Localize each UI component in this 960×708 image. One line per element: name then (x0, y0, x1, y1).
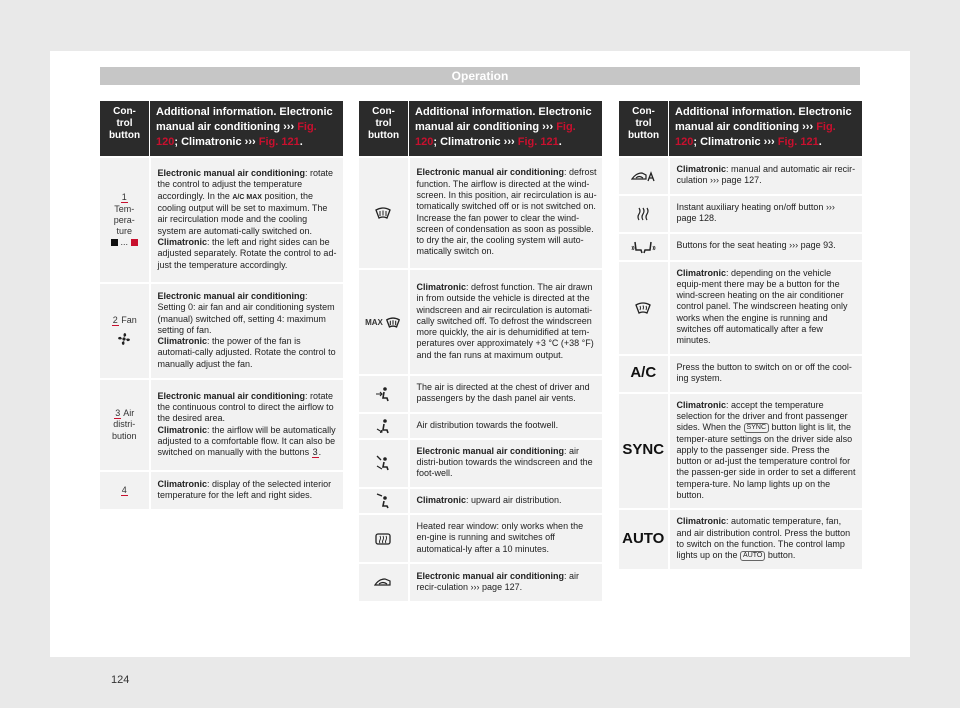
table-row (359, 563, 602, 601)
auto-keycap: AUTO (740, 551, 765, 561)
info-heading: Additional information. Electronic manual air conditioning ››› Fig. 120; Climatronic ››› Fig. 121. (409, 101, 603, 157)
table-row (619, 261, 862, 355)
recirculation-auto-icon (631, 170, 655, 182)
airflow-chest-icon (374, 386, 392, 402)
control-airflow-chest (359, 375, 409, 413)
control-recirculation-auto (619, 157, 669, 195)
table-row (619, 393, 862, 510)
table-row (359, 375, 602, 413)
info-air-distribution: Electronic manual air conditioning: rotate the continuous control to direct the airflow to the desired area. Climatronic: the airflow will be automatically adjusted to a comfortable flow. It can also be switched on manually with the buttons 3. (150, 379, 344, 471)
table-row (619, 355, 862, 393)
fan-icon (116, 331, 132, 347)
auxiliary-heating-icon (635, 206, 651, 222)
sync-keycap: SYNC (744, 423, 769, 433)
table-row (359, 439, 602, 488)
airflow-footwell-icon (374, 418, 392, 434)
section-header: Operation (100, 67, 860, 85)
info-sync: Climatronic: accept the temperature selection for the driver and front passenger sides. When the SYNC button light is lit, the temper-ature settings on the driver side also apply to the passenger side. Press the button or ad-just the temperature control for the passen-ger side in order to set a different tempera-ture. No lamp lights up on the button. (669, 393, 863, 510)
auto-label: AUTO (622, 529, 665, 547)
info-rear-window-heating: Heated rear window: only works when the en-gine is running and switches off automatical-ly after a 10 minutes. (409, 514, 603, 563)
info-temperature: Electronic manual air conditioning: rotate the control to adjust the temperature accordingly. In the A/C MAX position, the cooling output will be set to maximum. The air recirculation mode and the cooling system are automati-cally switched on. Climatronic: the left and right sides can be adjusted separately. Rotate the control to ad-just the temperature accordingly. (150, 157, 344, 283)
control-button-heading: Con- trol button (100, 101, 150, 157)
info-airflow-footwell: Air distribution towards the footwell. (409, 413, 603, 439)
table-row (359, 269, 602, 375)
info-display: Climatronic: display of the selected interior temperature for the left and right sides. (150, 471, 344, 509)
recirculation-icon (373, 576, 393, 588)
control-seat-heating (619, 233, 669, 261)
table-header-row (100, 101, 343, 157)
control-airflow-upward (359, 488, 409, 514)
control-fan: 2 Fan (100, 283, 150, 379)
controls-table-3 (619, 101, 862, 569)
table-row (619, 195, 862, 233)
info-fan: Electronic manual air conditioning: Setting 0: air fan and air conditioning system (manual) switched off, setting 4: maximum setting of fan. Climatronic: the power of the fan is automati-cally adjusted. Rotate the control to manually adjust the fan. (150, 283, 344, 379)
table-row (100, 157, 343, 283)
control-airflow-footwell (359, 413, 409, 439)
control-auto (619, 509, 669, 568)
table-row (619, 157, 862, 195)
info-recirculation-auto: Climatronic: manual and automatic air recir-culation ››› page 127. (669, 157, 863, 195)
control-airflow-windscreen-footwell (359, 439, 409, 488)
info-heading: Additional information. Electronic manual air conditioning ››› Fig. 120; Climatronic ››› Fig. 121. (669, 101, 863, 157)
control-sync (619, 393, 669, 510)
table-column-2 (359, 101, 602, 601)
sync-label: SYNC (622, 441, 665, 459)
info-defrost: Electronic manual air conditioning: defrost function. The airflow is directed at the wind-screen. In this position, air recirculation is au-tomatically switched off or is not switched on. Increase the fan power to clear the wind-screen of condensation as soon as possible. to dry the air, the cooling system will auto-matically switch on. (409, 157, 603, 269)
table-row (359, 157, 602, 269)
table-header-row (359, 101, 602, 157)
table-column-1 (100, 101, 343, 509)
airflow-upward-icon (374, 493, 392, 509)
info-auto: Climatronic: automatic temperature, fan, and air distribution control. Press the button to switch on the function. The control lamp lights up on the AUTO button. (669, 509, 863, 568)
info-heading: Additional information. Electronic manual air conditioning ››› Fig. 120; Climatronic ››› Fig. 121. (150, 101, 344, 157)
control-windscreen-heating (619, 261, 669, 355)
page (50, 51, 910, 686)
control-ac (619, 355, 669, 393)
control-air-distribution: 3 Air distri- bution (100, 379, 150, 471)
control-display: 4 (100, 471, 150, 509)
hot-square-icon (131, 239, 138, 246)
table-row (100, 379, 343, 471)
table-row (100, 283, 343, 379)
info-airflow-windscreen-footwell: Electronic manual air conditioning: air distri-bution towards the windscreen and the foot-well. (409, 439, 603, 488)
info-airflow-chest: The air is directed at the chest of driver and passengers by the dash panel air vents. (409, 375, 603, 413)
info-recirculation: Electronic manual air conditioning: air recir-culation ››› page 127. (409, 563, 603, 601)
table-row (359, 488, 602, 514)
controls-table-2 (359, 101, 602, 601)
info-seat-heating: Buttons for the seat heating ››› page 93. (669, 233, 863, 261)
control-max-defrost: MAX (359, 269, 409, 375)
control-temperature: 1 Tem- pera- ture ... (100, 157, 150, 283)
control-defrost (359, 157, 409, 269)
table-column-3 (619, 101, 862, 569)
page-number: 124 (111, 674, 130, 686)
table-row (100, 471, 343, 509)
table-row (619, 233, 862, 261)
control-recirculation (359, 563, 409, 601)
control-auxiliary-heating (619, 195, 669, 233)
table-header-row (619, 101, 862, 157)
control-button-heading: Con- trol button (359, 101, 409, 157)
info-windscreen-heating: Climatronic: depending on the vehicle equip-ment there may be a button for the wind-screen heating on the air conditioner control panel. The windscreen heating only works when the engine is running and switches off automatically after a few minutes. (669, 261, 863, 355)
table-row (619, 509, 862, 568)
info-airflow-upward: Climatronic: upward air distribution. (409, 488, 603, 514)
info-ac: Press the button to switch on or off the cool-ing system. (669, 355, 863, 393)
controls-table-1 (100, 101, 343, 509)
control-button-heading: Con- trol button (619, 101, 669, 157)
table-row (359, 514, 602, 563)
seat-heating-icon (630, 240, 656, 254)
windscreen-heating-icon (634, 301, 652, 315)
max-defrost-icon (385, 316, 401, 329)
rear-window-heating-icon (374, 532, 392, 546)
airflow-windscreen-footwell-icon (374, 455, 392, 471)
cold-square-icon (111, 239, 118, 246)
table-row (359, 413, 602, 439)
defrost-icon (374, 206, 392, 220)
control-rear-window-heating (359, 514, 409, 563)
info-max-defrost: Climatronic: defrost function. The air drawn in from outside the vehicle is directed at the windscreen and air recirculation is automati-cally switched off. To defrost the windscreen more quickly, the air is dehumidified at tem-peratures over approximately +3 °C (+38 °F) and the fan runs at maximum output. (409, 269, 603, 375)
info-auxiliary-heating: Instant auxiliary heating on/off button ››› page 128. (669, 195, 863, 233)
ac-label: A/C (630, 364, 657, 382)
